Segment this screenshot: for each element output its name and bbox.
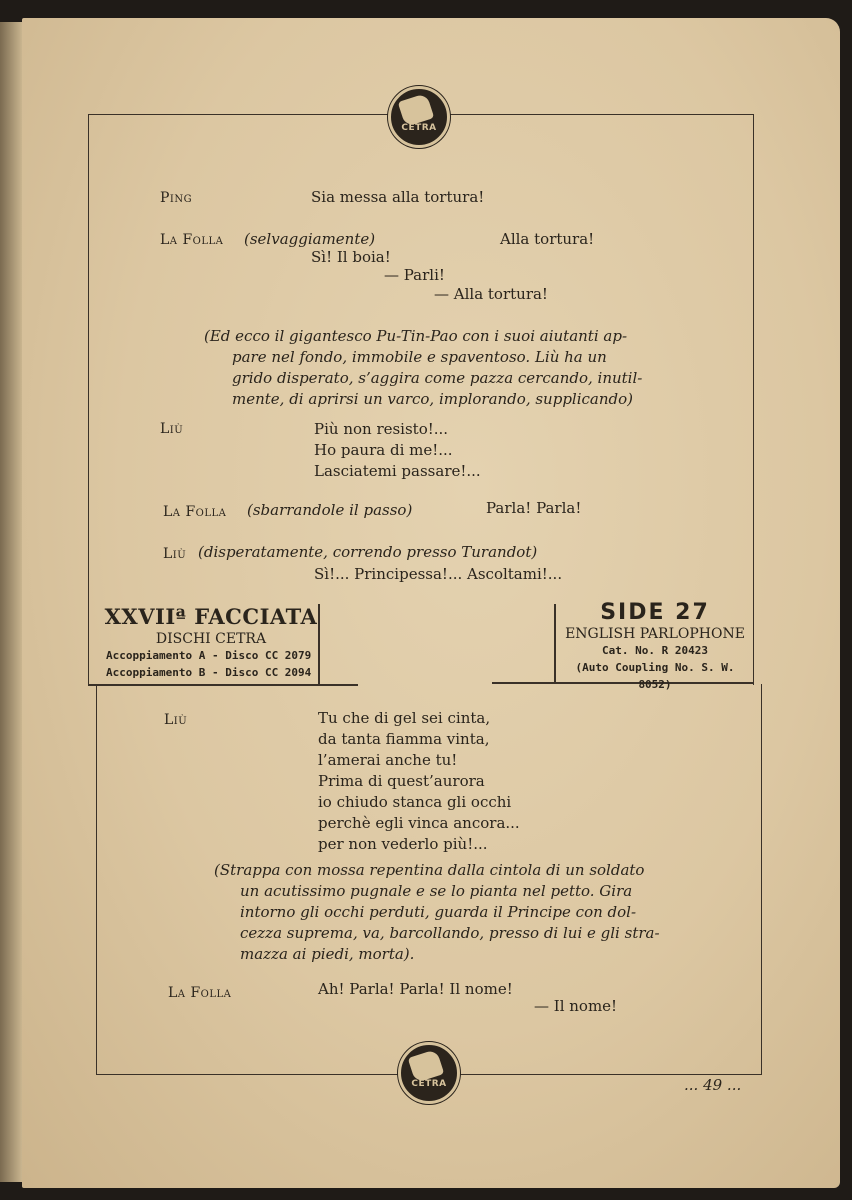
folla-line: — Alla tortura! [434, 285, 548, 303]
speaker-liu: Liù [164, 712, 188, 728]
folla-line: Ah! Parla! Parla! Il nome! [318, 980, 513, 998]
folla-line: Sì! Il boia! [311, 248, 391, 266]
stage-direction-line: pare nel fondo, immobile e spaventoso. Liù ha un [232, 348, 607, 366]
folla-line: — Il nome! [534, 997, 618, 1015]
stage-direction-line: (Ed ecco il gigantesco Pu-Tin-Pao con i suoi aiutanti ap- [204, 327, 628, 345]
stage-direction-line: grido disperato, s’aggira come pazza cercando, inutil- [232, 369, 643, 387]
liu-line: per non vederlo più!... [318, 835, 488, 853]
logo-label: CETRA [401, 123, 437, 133]
side-header-parlophone [560, 600, 750, 693]
header-rule-left [88, 684, 358, 686]
liu-line: Tu che di gel sei cinta, [318, 709, 491, 727]
speaker-la-folla: La Folla [160, 232, 224, 248]
speaker-la-folla: La Folla [163, 504, 227, 520]
liu-line: Prima di quest’aurora [318, 772, 485, 790]
liu-line: Lasciatemi passare!... [314, 462, 481, 480]
liu-line: Ho paura di me!... [314, 441, 453, 459]
liu-line: da tanta fiamma vinta, [318, 730, 490, 748]
stage-direction: (selvaggiamente) [244, 230, 376, 248]
liu-line: io chiudo stanca gli occhi [318, 793, 512, 811]
auto-coupling: (Auto Coupling No. S. W. 8052) [575, 661, 735, 691]
stage-direction-line: mazza ai piedi, morta). [240, 945, 415, 963]
facciata-title: XXVIIª FACCIATA [104, 604, 318, 629]
folla-line: Alla tortura! [500, 230, 595, 248]
speaker-ping: Ping [160, 190, 193, 206]
header-divider-left [318, 604, 320, 684]
speaker-liu: Liù [160, 421, 184, 437]
gramophone-icon [398, 93, 435, 127]
speaker-liu: Liù [163, 546, 187, 562]
coupling-a: Accoppiamento A - Disco CC 2079 [106, 649, 312, 662]
liu-line: Sì!... Principessa!... Ascoltami!... [314, 565, 563, 583]
liu-line: perchè egli vinca ancora... [318, 814, 520, 832]
stage-direction-line: intorno gli occhi perduti, guarda il Principe con dol- [240, 903, 637, 921]
adjacent-page-edge [0, 22, 22, 1182]
coupling-b: Accoppiamento B - Disco CC 2094 [106, 666, 312, 679]
stage-direction-line: un acutissimo pugnale e se lo pianta nel petto. Gira [240, 882, 633, 900]
liu-line: Più non resisto!... [314, 420, 449, 438]
cetra-logo-bottom [398, 1042, 460, 1104]
stage-direction: (sbarrandole il passo) [247, 501, 413, 519]
ping-line: Sia messa alla tortura! [311, 188, 485, 206]
liu-line: l’amerai anche tu! [318, 751, 458, 769]
gramophone-icon [408, 1049, 445, 1083]
side-header-cetra [104, 604, 318, 681]
stage-direction-line: cezza suprema, va, barcollando, presso di lui e gli stra- [240, 924, 660, 942]
stage-direction-line: mente, di aprirsi un varco, implorando, supplicando) [232, 390, 634, 408]
stage-direction: (disperatamente, correndo presso Turandot) [198, 543, 538, 561]
catalog-number: Cat. No. R 20423 [602, 644, 708, 657]
stage-direction-line: (Strappa con mossa repentina dalla cintola di un soldato [214, 861, 645, 879]
speaker-la-folla: La Folla [168, 985, 232, 1001]
folla-line: — Parli! [384, 266, 445, 284]
side-title: SIDE 27 [600, 600, 710, 625]
logo-label: CETRA [411, 1079, 447, 1089]
folla-line: Parla! Parla! [486, 499, 582, 517]
page-number: ... 49 ... [684, 1076, 742, 1094]
cetra-logo-top [388, 86, 450, 148]
dischi-cetra-label: DISCHI CETRA [155, 631, 267, 647]
header-divider-right [554, 604, 556, 684]
parlophone-label: ENGLISH PARLOPHONE [565, 626, 745, 642]
